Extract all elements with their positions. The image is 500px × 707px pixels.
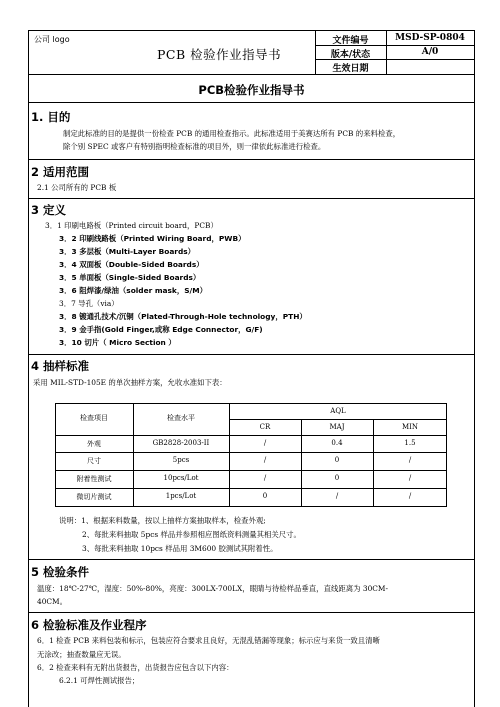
- section-heading-procedure: 6 检验标准及作业程序: [31, 618, 147, 632]
- definition-item: 3．5 单面板（Single-Sided Boards）: [59, 273, 201, 282]
- field-label-version: 版本/状态: [330, 50, 371, 60]
- definition-item: 3．8 镀通孔技术/沉铜（Plated-Through-Hole technology，PTH）: [59, 312, 307, 321]
- section-heading-sampling: 4 抽样标准: [31, 359, 90, 373]
- section-divider: [29, 612, 474, 613]
- table-cell: 外观: [87, 440, 101, 448]
- table-cell: /: [263, 439, 267, 447]
- table-header-maj: MAJ: [329, 423, 345, 431]
- procedure-line: 无涂改；抽查数量应无误。: [37, 650, 126, 659]
- definition-item: 3．4 双面板（Double-Sided Boards）: [59, 260, 204, 269]
- table-cell: 附着性测试: [76, 475, 112, 483]
- table-row-line: [55, 470, 447, 471]
- definition-item: 3．9 金手指(Gold Finger,或称 Edge Connector，G/F): [59, 325, 263, 334]
- table-cell: /: [263, 456, 267, 464]
- table-header-cr: CR: [259, 423, 271, 431]
- procedure-line: 6．1 检查 PCB 来料包装和标示，包装应符合要求且良好，无混乱错漏等现象；标示应与来货一致且清晰: [37, 636, 380, 645]
- table-cell: /: [263, 474, 267, 482]
- title-divider: [29, 102, 474, 103]
- table-cell: 0: [334, 456, 340, 464]
- document-page: [28, 30, 475, 707]
- section-divider: [29, 159, 474, 160]
- section-heading-scope: 2 适用范围: [31, 165, 90, 179]
- table-cell: 10pcs/Lot: [163, 474, 199, 482]
- sampling-note: 2、每批来料抽取 5pcs 样品并参照相应图纸资料测量其相关尺寸。: [82, 530, 301, 539]
- table-cell: 1.5: [404, 439, 416, 447]
- table-cell: /: [408, 492, 412, 500]
- table-row-line: [229, 419, 447, 420]
- table-header-aql: AQL: [330, 407, 346, 415]
- section-heading-conditions: 5 检验条件: [31, 565, 90, 579]
- section-heading-definitions: 3 定义: [31, 203, 67, 217]
- sampling-note: 3、每批来料抽取 10pcs 样品用 3M600 胶测试其附着性。: [82, 544, 278, 553]
- section-divider: [29, 198, 474, 199]
- definition-item: 3．2 印刷线路板（Printed Wiring Board，PWB）: [59, 234, 246, 243]
- conditions-line: 40CM。: [37, 597, 68, 606]
- table-cell: 5pcs: [172, 456, 190, 464]
- table-cell: 0: [262, 492, 268, 500]
- field-value-version: A/0: [421, 47, 439, 57]
- field-value-doc-number: MSD-SP-0804: [395, 33, 465, 43]
- table-cell: /: [335, 492, 339, 500]
- procedure-line: 6．2 检查来料有无附出货报告，出货报告应包含以下内容：: [37, 663, 234, 672]
- section-divider: [29, 354, 474, 355]
- purpose-line: 制定此标准的目的是提供一份检查 PCB 的通用检查指示。此标准适用于美赛达所有 PCB 的来料检查，: [63, 129, 401, 138]
- table-cell: GB2828-2003-II: [152, 439, 210, 447]
- conditions-line: 温度：18℃-27℃，湿度：50%-80%，亮度：300LX-700LX，眼睛与待检样品垂直，直线距离为 30CM-: [37, 584, 388, 593]
- page-title: PCB检验作业指导书: [198, 83, 305, 97]
- sampling-intro: 采用 MIL-STD-105E 的单次抽样方案，允收水准如下表：: [33, 378, 227, 387]
- table-cell: 0.4: [331, 439, 343, 447]
- section-divider: [29, 559, 474, 560]
- table-cell: 0: [334, 474, 340, 482]
- table-header-level: 检查水平: [167, 414, 195, 422]
- definition-item: 3．6 阻焊漆/绿油（solder mask，S/M）: [59, 286, 207, 295]
- scope-line: 2.1 公司所有的 PCB 板: [37, 183, 117, 192]
- procedure-line: 6.2.1 可焊性测试报告；: [59, 676, 140, 685]
- header-title: PCB 检验作业指导书: [157, 47, 282, 62]
- table-row-line: [55, 488, 447, 489]
- table-header-min: MIN: [401, 423, 419, 431]
- field-label-effective-date: 生效日期: [332, 64, 369, 74]
- definition-item: 3．10 切片（ Micro Section ）: [59, 338, 176, 347]
- table-cell: /: [408, 456, 412, 464]
- table-row-line: [55, 435, 447, 436]
- definition-item: 3．1 印刷电路板（Printed circuit board，PCB）: [45, 221, 218, 230]
- sampling-note: 说明：1、根据来料数量，按以上抽样方案抽取样本，检查外观;: [59, 516, 266, 525]
- field-label-doc-number: 文件编号: [332, 36, 369, 46]
- table-cell: 微切片测试: [76, 493, 112, 501]
- definition-item: 3．7 导孔（via）: [59, 299, 119, 308]
- section-heading-purpose: 1. 目的: [31, 110, 71, 124]
- table-cell: 1pcs/Lot: [165, 492, 197, 500]
- table-header-item: 检查项目: [80, 414, 108, 422]
- table-cell: /: [408, 474, 412, 482]
- definition-item: 3．3 多层板（Multi-Layer Boards）: [59, 247, 196, 256]
- purpose-line: 除个别 SPEC 或客户有特别指明检查标准的项目外，则一律依此标准进行检查。: [63, 142, 326, 151]
- document-header: [29, 30, 474, 75]
- table-row-line: [55, 452, 447, 453]
- table-cell: 尺寸: [87, 457, 101, 465]
- company-logo-placeholder: 公司 logo: [34, 35, 70, 44]
- sampling-table: [55, 403, 447, 507]
